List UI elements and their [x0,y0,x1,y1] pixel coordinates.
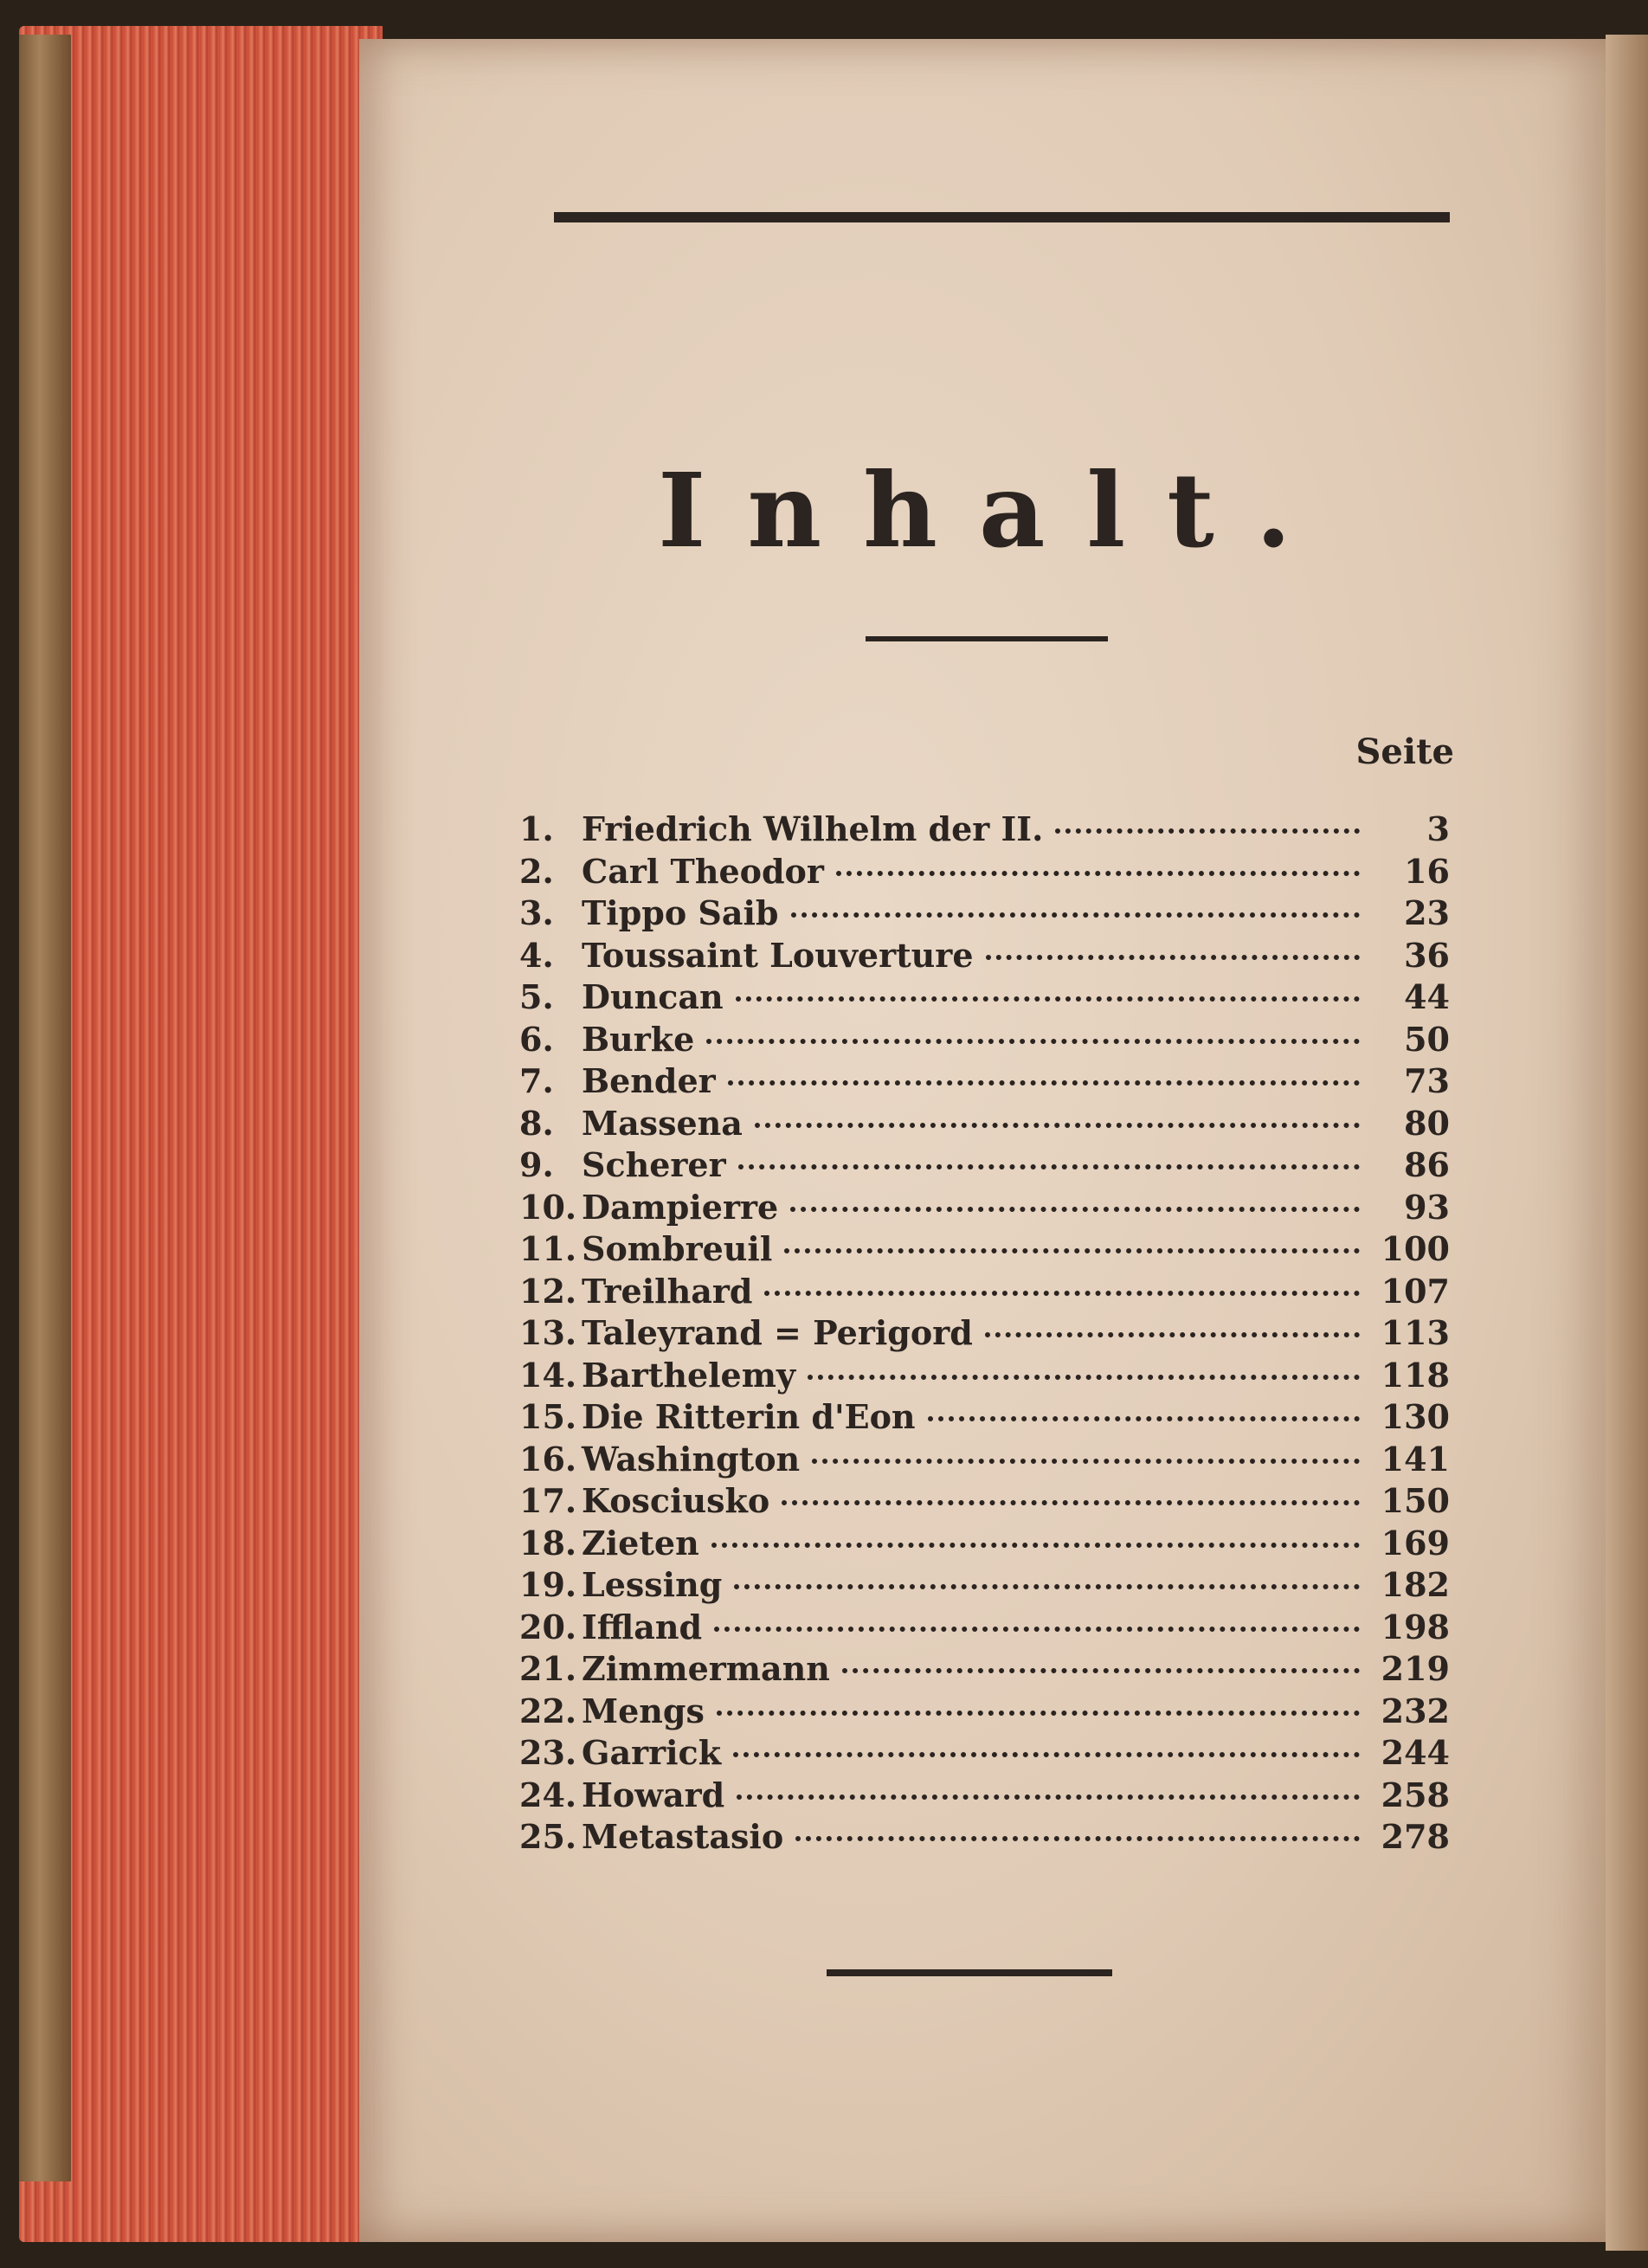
dot-leader [736,996,1360,1002]
toc-entry-number: 2. [519,851,554,891]
toc-entry-number: 3. [519,893,554,932]
dot-leader [737,1794,1360,1800]
toc-entry [519,1313,1450,1356]
dot-leader [738,1164,1360,1169]
toc-entry-page: 3 [1426,809,1450,848]
toc-entry-title: Zimmermann [582,1649,830,1688]
toc-entry-title: Mengs [582,1691,705,1730]
table-of-contents [519,809,1450,1859]
toc-entry [519,977,1450,1020]
dot-leader [1055,828,1360,834]
book-spine [19,35,71,2181]
toc-entry-number: 8. [519,1103,554,1143]
page-gutter [1606,35,1648,2251]
toc-entry-page: 219 [1381,1649,1450,1688]
dot-leader [733,1752,1360,1757]
toc-entry-page: 141 [1381,1439,1450,1479]
toc-entry-number: 22. [519,1691,577,1730]
toc-entry [519,893,1450,936]
toc-entry [519,1020,1450,1062]
toc-entry-number: 16. [519,1439,577,1479]
toc-entry-number: 6. [519,1019,554,1059]
toc-entry-number: 19. [519,1565,577,1604]
toc-entry-page: 278 [1381,1817,1450,1856]
toc-entry-number: 23. [519,1733,577,1772]
toc-entry-title: Washington [582,1439,801,1479]
page-edges-red [19,26,383,2242]
toc-entry [519,1565,1450,1608]
dot-leader [714,1627,1360,1632]
dot-leader [755,1123,1360,1128]
toc-entry-page: 198 [1381,1607,1450,1646]
toc-entry [519,852,1450,894]
toc-entry-title: Garrick [582,1733,722,1772]
toc-entry [519,1440,1450,1482]
toc-entry-page: 50 [1404,1019,1450,1059]
toc-entry [519,1229,1450,1272]
dot-leader [784,1248,1360,1253]
toc-entry-page: 150 [1381,1481,1450,1520]
toc-entry-title: Massena [582,1103,743,1143]
dot-leader [808,1375,1360,1380]
toc-entry-page: 130 [1381,1397,1450,1436]
dot-leader [795,1836,1360,1841]
title-rule [866,636,1108,641]
toc-entry-page: 113 [1381,1313,1450,1352]
dot-leader [764,1291,1360,1296]
toc-entry-page: 182 [1381,1565,1450,1604]
dot-leader [728,1080,1360,1086]
dot-leader [812,1459,1360,1464]
page-column-label: Seite [1355,731,1454,772]
toc-entry [519,1272,1450,1314]
toc-entry [519,1188,1450,1230]
toc-entry-title: Dampierre [582,1187,779,1227]
toc-entry [519,1524,1450,1566]
dot-leader [717,1711,1360,1716]
dot-leader [782,1500,1360,1505]
toc-entry-title: Carl Theodor [582,851,824,891]
toc-entry-title: Duncan [582,977,724,1016]
toc-entry-number: 12. [519,1271,577,1311]
toc-entry-page: 169 [1381,1523,1450,1562]
toc-entry-number: 11. [519,1229,577,1268]
dot-leader [734,1584,1360,1589]
toc-entry-number: 1. [519,809,554,848]
dot-leader [706,1039,1360,1044]
toc-entry-title: Friedrich Wilhelm der II. [582,809,1044,848]
toc-entry-page: 118 [1381,1355,1450,1395]
toc-entry-number: 7. [519,1061,554,1100]
bottom-rule [827,1969,1112,1976]
toc-entry [519,809,1450,852]
dot-leader [836,871,1360,876]
dot-leader [985,1332,1360,1337]
toc-entry-page: 23 [1404,893,1450,932]
toc-entry-page: 93 [1404,1187,1450,1227]
toc-entry-page: 73 [1404,1061,1450,1100]
toc-entry [519,1104,1450,1146]
toc-entry-title: Lessing [582,1565,723,1604]
toc-entry-number: 17. [519,1481,577,1520]
dot-leader [711,1543,1360,1548]
toc-entry [519,1397,1450,1440]
toc-entry [519,1145,1450,1188]
page-title: Inhalt. [658,450,1333,570]
toc-entry-number: 24. [519,1775,577,1814]
dot-leader [790,1207,1360,1212]
toc-entry-title: Treilhard [582,1271,753,1311]
toc-entry-title: Bender [582,1061,716,1100]
toc-entry-number: 14. [519,1355,577,1395]
toc-entry [519,1061,1450,1104]
toc-entry-page: 36 [1404,935,1450,975]
toc-entry-title: Metastasio [582,1817,784,1856]
toc-entry-number: 9. [519,1145,554,1184]
dot-leader [986,955,1361,960]
toc-entry-number: 4. [519,935,554,975]
toc-entry-page: 44 [1404,977,1450,1016]
toc-entry [519,1649,1450,1691]
toc-entry [519,1481,1450,1524]
dot-leader [791,912,1361,918]
toc-entry-page: 244 [1381,1733,1450,1772]
toc-entry-number: 20. [519,1607,577,1646]
toc-entry [519,1691,1450,1734]
toc-entry-number: 25. [519,1817,577,1856]
toc-entry-page: 100 [1381,1229,1450,1268]
toc-entry-page: 232 [1381,1691,1450,1730]
toc-entry [519,936,1450,978]
toc-entry [519,1608,1450,1650]
toc-entry-title: Toussaint Louverture [582,935,974,975]
toc-entry-page: 16 [1404,851,1450,891]
toc-entry-title: Barthelemy [582,1355,796,1395]
top-rule [554,212,1450,222]
toc-entry-title: Scherer [582,1145,726,1184]
toc-entry-page: 80 [1404,1103,1450,1143]
toc-entry-number: 10. [519,1187,577,1227]
toc-entry-title: Burke [582,1019,695,1059]
toc-entry-number: 18. [519,1523,577,1562]
toc-entry-title: Zieten [582,1523,699,1562]
toc-entry-number: 15. [519,1397,577,1436]
toc-entry-title: Taleyrand = Perigord [582,1313,973,1352]
toc-entry-title: Sombreuil [582,1229,773,1268]
toc-entry-page: 107 [1381,1271,1450,1311]
toc-entry [519,1817,1450,1859]
dot-leader [842,1668,1360,1673]
toc-entry-number: 21. [519,1649,577,1688]
toc-entry-page: 258 [1381,1775,1450,1814]
dot-leader [928,1416,1360,1421]
toc-entry-number: 5. [519,977,554,1016]
toc-entry [519,1775,1450,1818]
toc-entry-title: Iffland [582,1607,703,1646]
toc-entry-page: 86 [1404,1145,1450,1184]
toc-entry [519,1733,1450,1775]
toc-entry-title: Tippo Saib [582,893,779,932]
toc-entry [519,1356,1450,1398]
toc-entry-title: Howard [582,1775,725,1814]
toc-entry-number: 13. [519,1313,577,1352]
toc-entry-title: Kosciusko [582,1481,770,1520]
toc-entry-title: Die Ritterin d'Eon [582,1397,916,1436]
